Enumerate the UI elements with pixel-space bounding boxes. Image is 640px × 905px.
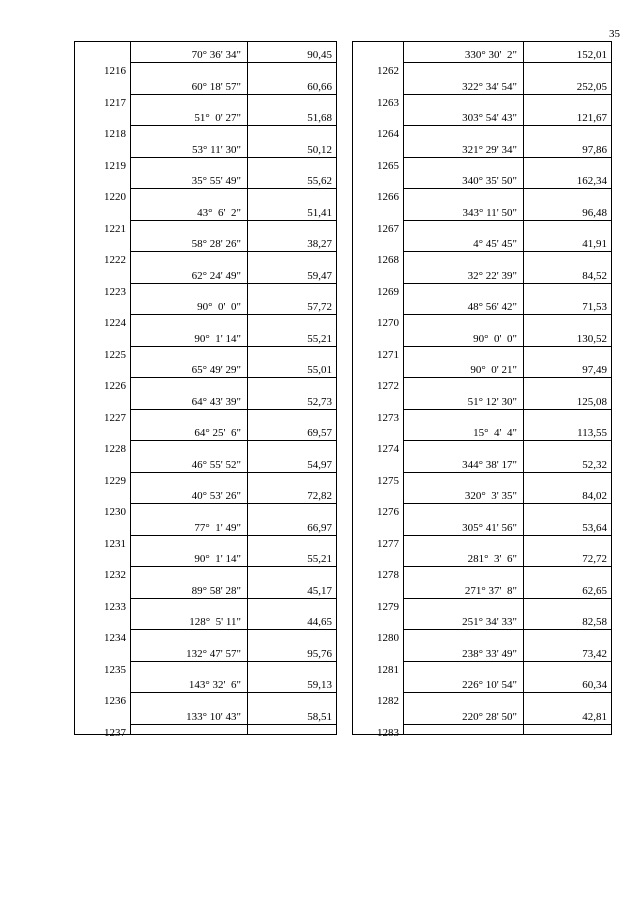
angle-cell: 46° 55' 52" [191,458,241,471]
column-divider [523,42,524,734]
row-separator [404,346,611,347]
distance-cell: 66,97 [307,521,332,534]
row-separator [404,94,611,95]
angle-cell: 90° 0' 0" [197,301,241,313]
station-number-cell: 1221 [104,222,126,235]
row-separator [404,535,611,536]
distance-cell: 69,57 [307,427,332,439]
distance-cell: 55,62 [307,175,332,187]
row-separator [404,724,611,725]
row-separator [131,346,336,347]
row-separator [404,251,611,252]
angle-cell: 143° 32' 6" [188,679,241,691]
angle-cell: 220° 28' 50" [462,710,517,723]
row-separator [131,188,336,189]
angle-cell: 48° 56' 42" [467,301,517,313]
distance-cell: 54,97 [307,458,332,471]
row-separator [131,409,336,410]
row-separator [404,692,611,693]
distance-cell: 82,58 [582,616,607,628]
page-number: 35 [609,28,620,40]
station-number-cell: 1236 [104,695,126,707]
distance-cell: 38,27 [307,238,332,250]
station-number-cell: 1217 [104,96,126,109]
distance-cell: 57,72 [307,301,332,313]
column-divider [403,42,404,734]
distance-cell: 96,48 [582,206,607,219]
row-separator [404,566,611,567]
station-number-cell: 1223 [104,285,126,298]
distance-cell: 84,52 [582,269,607,282]
station-number-cell: 1280 [377,632,399,644]
distance-cell: 130,52 [576,332,607,345]
row-separator [131,535,336,536]
station-number-cell: 1230 [104,506,126,518]
station-number-cell: 1269 [377,285,399,298]
distance-cell: 59,47 [307,269,332,282]
distance-cell: 58,51 [307,710,332,723]
angle-cell: 35° 55' 49" [191,175,241,187]
distance-cell: 60,66 [307,80,332,93]
angle-cell: 32° 22' 39" [467,269,517,282]
distance-cell: 59,13 [307,679,332,691]
station-number-cell: 1266 [377,191,399,203]
distance-cell: 121,67 [576,112,607,124]
station-number-cell: 1216 [104,65,126,77]
angle-cell: 238° 33' 49" [462,647,517,660]
station-number-cell: 1218 [104,128,126,140]
station-number-cell: 1271 [377,348,399,361]
distance-cell: 95,76 [307,647,332,660]
row-separator [404,220,611,221]
station-number-cell: 1226 [104,380,126,392]
row-separator [131,62,336,63]
angle-cell: 132° 47' 57" [186,647,241,660]
column-divider [247,42,248,734]
distance-cell: 84,02 [582,490,607,502]
station-number-cell: 1276 [377,506,399,518]
station-number-cell: 1225 [104,348,126,361]
angle-cell: 320° 3' 35" [464,490,517,502]
angle-cell: 281° 3' 6" [467,553,517,565]
station-number-cell: 1272 [377,380,399,392]
angle-cell: 15° 4' 4" [473,427,517,439]
distance-cell: 72,82 [307,490,332,502]
row-separator [131,314,336,315]
distance-cell: 42,81 [582,710,607,723]
angle-cell: 64° 43' 39" [191,395,241,408]
row-separator [404,157,611,158]
angle-cell: 62° 24' 49" [191,269,241,282]
station-number-cell: 1282 [377,695,399,707]
angle-cell: 133° 10' 43" [186,710,241,723]
station-number-cell: 1228 [104,443,126,455]
distance-cell: 97,49 [582,364,607,376]
row-separator [131,157,336,158]
row-separator [131,598,336,599]
station-number-cell: 1227 [104,411,126,424]
row-separator [404,629,611,630]
angle-cell: 60° 18' 57" [191,80,241,93]
angle-cell: 90° 0' 0" [473,332,517,345]
station-number-cell: 1234 [104,632,126,644]
angle-cell: 65° 49' 29" [191,364,241,376]
row-separator [131,503,336,504]
row-separator [131,283,336,284]
station-number-cell: 1231 [104,537,126,550]
angle-cell: 322° 34' 54" [462,80,517,93]
angle-cell: 226° 10' 54" [462,679,517,691]
distance-cell: 72,72 [582,553,607,565]
station-number-cell: 1275 [377,474,399,487]
angle-cell: 77° 1' 49" [194,521,241,534]
station-number-cell: 1237 [104,726,126,739]
angle-cell: 343° 11' 50" [462,206,517,219]
row-separator [131,472,336,473]
angle-cell: 340° 35' 50" [462,175,517,187]
row-separator [131,440,336,441]
column-divider [130,42,131,734]
distance-cell: 152,01 [576,49,607,61]
distance-cell: 55,21 [307,332,332,345]
angle-cell: 90° 1' 14" [194,332,241,345]
row-separator [404,661,611,662]
station-number-cell: 1273 [377,411,399,424]
angle-cell: 53° 11' 30" [192,143,241,156]
angle-cell: 40° 53' 26" [191,490,241,502]
angle-cell: 330° 30' 2" [464,49,517,61]
station-number-cell: 1277 [377,537,399,550]
station-number-cell: 1233 [104,600,126,613]
row-separator [131,629,336,630]
row-separator [131,661,336,662]
row-separator [131,566,336,567]
row-separator [404,409,611,410]
distance-cell: 44,65 [307,616,332,628]
station-number-cell: 1267 [377,222,399,235]
angle-cell: 128° 5' 11" [189,616,241,628]
distance-cell: 51,68 [307,112,332,124]
angle-cell: 4° 45' 45" [473,238,517,250]
distance-cell: 53,64 [582,521,607,534]
angle-cell: 271° 37' 8" [464,584,517,597]
row-separator [131,724,336,725]
station-number-cell: 1232 [104,569,126,581]
angle-cell: 70° 36' 34" [191,49,241,61]
row-separator [404,440,611,441]
distance-cell: 113,55 [577,427,607,439]
angle-cell: 90° 0' 21" [470,364,517,376]
row-separator [131,692,336,693]
row-separator [404,314,611,315]
distance-cell: 125,08 [576,395,607,408]
row-separator [404,125,611,126]
row-separator [131,220,336,221]
row-separator [404,377,611,378]
station-number-cell: 1283 [377,726,399,739]
row-separator [404,283,611,284]
angle-cell: 64° 25' 6" [194,427,241,439]
distance-cell: 50,12 [307,143,332,156]
angle-cell: 303° 54' 43" [462,112,517,124]
coordinate-table-right [352,41,612,739]
row-separator [131,94,336,95]
row-separator [404,62,611,63]
row-separator [404,188,611,189]
angle-cell: 305° 41' 56" [462,521,517,534]
station-number-cell: 1222 [104,254,126,266]
distance-cell: 41,91 [582,238,607,250]
station-number-cell: 1268 [377,254,399,266]
station-number-cell: 1278 [377,569,399,581]
angle-cell: 51° 0' 27" [194,112,241,124]
station-number-cell: 1279 [377,600,399,613]
angle-cell: 251° 34' 33" [462,616,517,628]
station-number-cell: 1224 [104,317,126,329]
distance-cell: 60,34 [582,679,607,691]
distance-cell: 73,42 [582,647,607,660]
angle-cell: 51° 12' 30" [467,395,517,408]
distance-cell: 71,53 [582,301,607,313]
station-number-cell: 1219 [104,159,126,172]
station-number-cell: 1262 [377,65,399,77]
row-separator [404,503,611,504]
row-separator [404,472,611,473]
station-number-cell: 1235 [104,663,126,676]
distance-cell: 55,01 [307,364,332,376]
row-separator [404,598,611,599]
station-number-cell: 1265 [377,159,399,172]
distance-cell: 52,32 [582,458,607,471]
distance-cell: 51,41 [307,206,332,219]
station-number-cell: 1264 [377,128,399,140]
angle-cell: 89° 58' 28" [191,584,241,597]
distance-cell: 97,86 [582,143,607,156]
angle-cell: 58° 28' 26" [191,238,241,250]
distance-cell: 162,34 [576,175,607,187]
distance-cell: 45,17 [307,584,332,597]
distance-cell: 90,45 [307,49,332,61]
angle-cell: 344° 38' 17" [462,458,517,471]
distance-cell: 252,05 [576,80,607,93]
station-number-cell: 1270 [377,317,399,329]
coordinate-table-left [74,41,337,739]
station-number-cell: 1220 [104,191,126,203]
distance-cell: 52,73 [307,395,332,408]
station-number-cell: 1274 [377,443,399,455]
row-separator [131,125,336,126]
station-number-cell: 1229 [104,474,126,487]
row-separator [131,251,336,252]
distance-cell: 55,21 [307,553,332,565]
distance-cell: 62,65 [582,584,607,597]
angle-cell: 321° 29' 34" [462,143,517,156]
station-number-cell: 1263 [377,96,399,109]
row-separator [131,377,336,378]
station-number-cell: 1281 [377,663,399,676]
angle-cell: 43° 6' 2" [197,206,241,219]
angle-cell: 90° 1' 14" [194,553,241,565]
